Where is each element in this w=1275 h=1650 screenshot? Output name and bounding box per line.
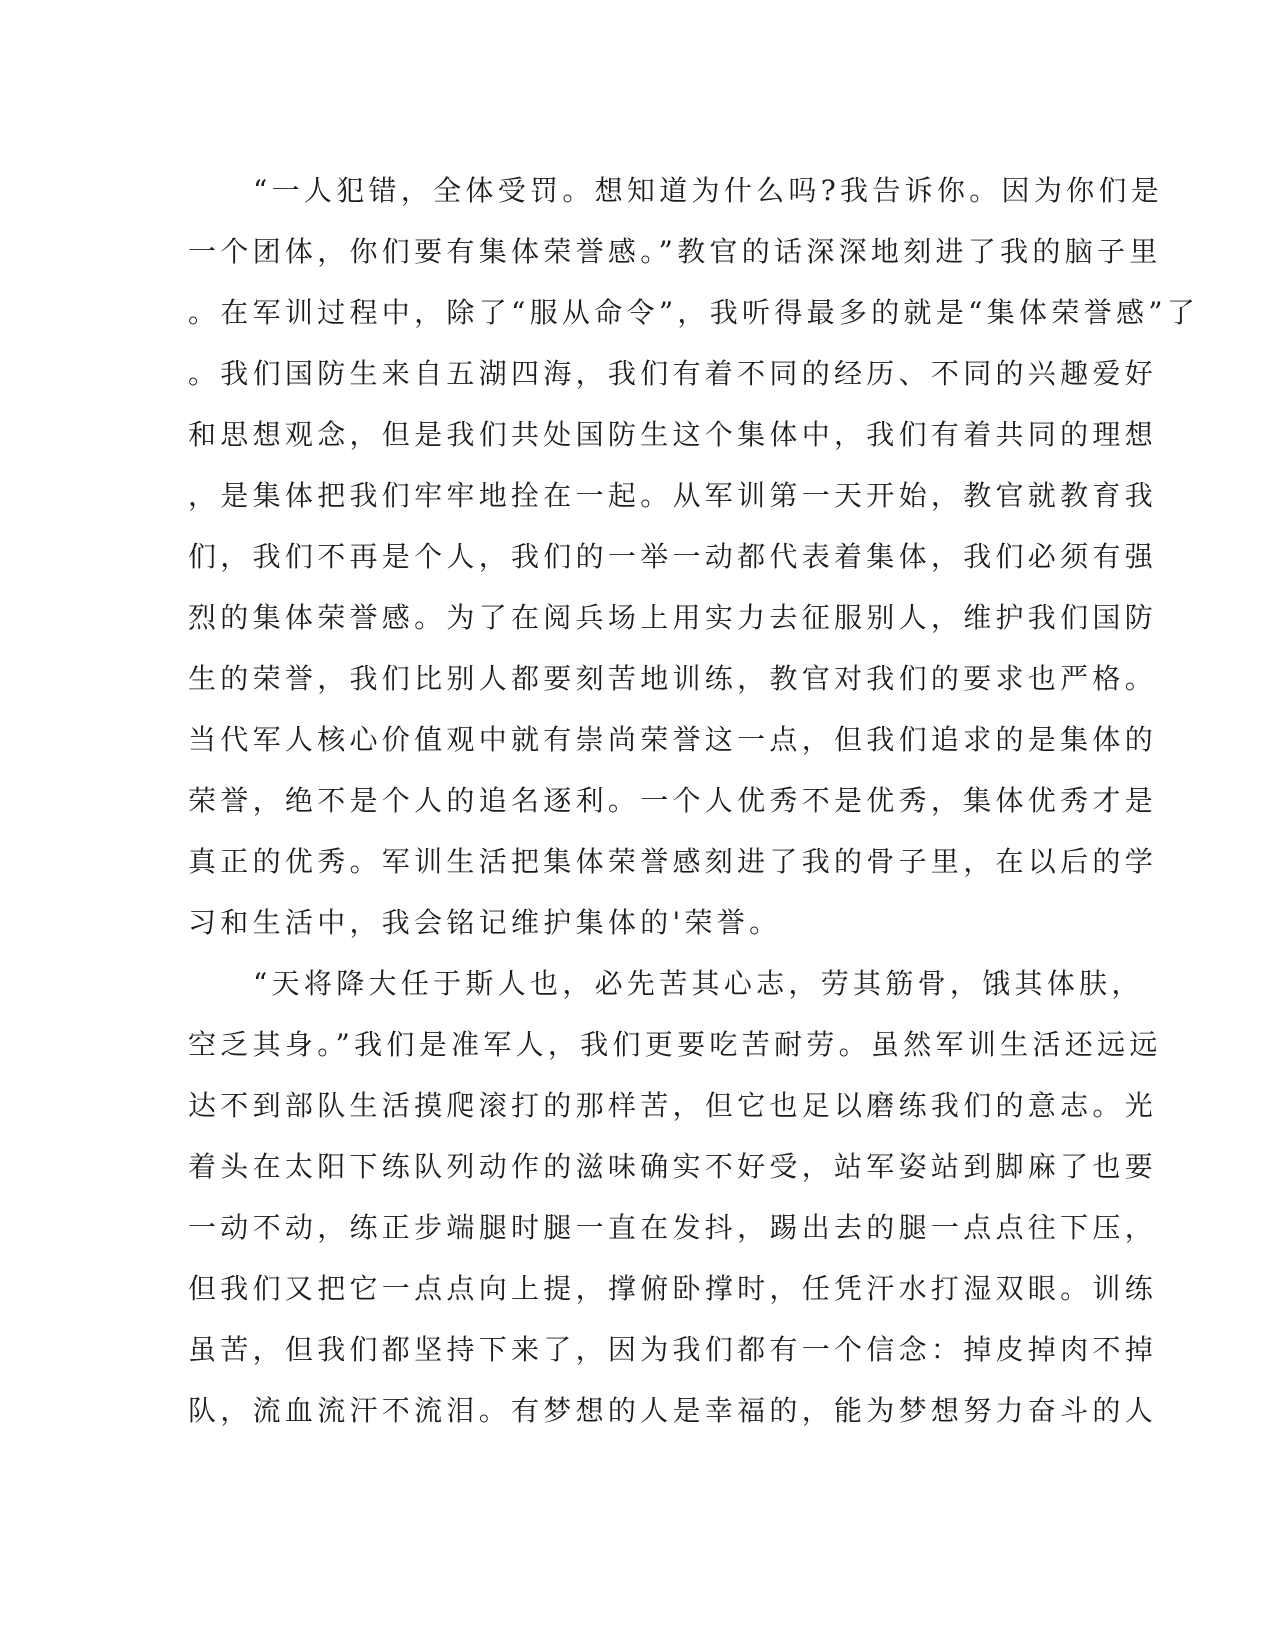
text-line: 烈的集体荣誉感。为了在阅兵场上用实力去征服别人，维护我们国防: [188, 601, 1158, 634]
body-text: [188, 160, 1200, 1441]
text-line: “天将降大任于斯人也，必先苦其心志，劳其筋骨，饿其体肤，: [253, 967, 1144, 1000]
text-line: 空乏其身。”我们是准军人，我们更要吃苦耐劳。虽然军训生活还远远: [188, 1028, 1162, 1061]
text-line: “一人犯错，全体受罚。想知道为什么吗?我告诉你。因为你们是: [253, 174, 1164, 207]
text-line: 。我们国防生来自五湖四海，我们有着不同的经历、不同的兴趣爱好: [188, 357, 1158, 390]
text-line: 们，我们不再是个人，我们的一举一动都代表着集体，我们必须有强: [188, 540, 1158, 573]
text-line: 着头在太阳下练队列动作的滋味确实不好受，站军姿站到脚麻了也要: [188, 1150, 1158, 1183]
text-line: 真正的优秀。军训生活把集体荣誉感刻进了我的骨子里，在以后的学: [188, 845, 1158, 878]
text-line: 生的荣誉，我们比别人都要刻苦地训练，教官对我们的要求也严格。: [188, 662, 1158, 695]
text-line: 。在军训过程中，除了“服从命令”，我听得最多的就是“集体荣誉感”了: [188, 296, 1200, 329]
text-line: 队，流血流汗不流泪。有梦想的人是幸福的，能为梦想努力奋斗的人: [188, 1394, 1158, 1427]
text-line: 习和生活中，我会铭记维护集体的'荣誉。: [188, 906, 782, 939]
paragraph-1: [188, 160, 1200, 953]
text-line: 达不到部队生活摸爬滚打的那样苦，但它也足以磨练我们的意志。光: [188, 1089, 1158, 1122]
text-line: 当代军人核心价值观中就有崇尚荣誉这一点，但我们追求的是集体的: [188, 723, 1158, 756]
text-line: 一个团体，你们要有集体荣誉感。”教官的话深深地刻进了我的脑子里: [188, 235, 1162, 268]
paragraph-2: [188, 953, 1162, 1441]
text-line: 虽苦，但我们都坚持下来了，因为我们都有一个信念：掉皮掉肉不掉: [188, 1333, 1158, 1366]
text-line: 一动不动，练正步端腿时腿一直在发抖，踢出去的腿一点点往下压，: [188, 1211, 1158, 1244]
text-line: 荣誉，绝不是个人的追名逐利。一个人优秀不是优秀，集体优秀才是: [188, 784, 1158, 817]
text-line: 但我们又把它一点点向上提，撑俯卧撑时，任凭汗水打湿双眼。训练: [188, 1272, 1158, 1305]
text-line: 和思想观念，但是我们共处国防生这个集体中，我们有着共同的理想: [188, 418, 1158, 451]
text-line: ，是集体把我们牢牢地拴在一起。从军训第一天开始，教官就教育我: [188, 479, 1158, 512]
